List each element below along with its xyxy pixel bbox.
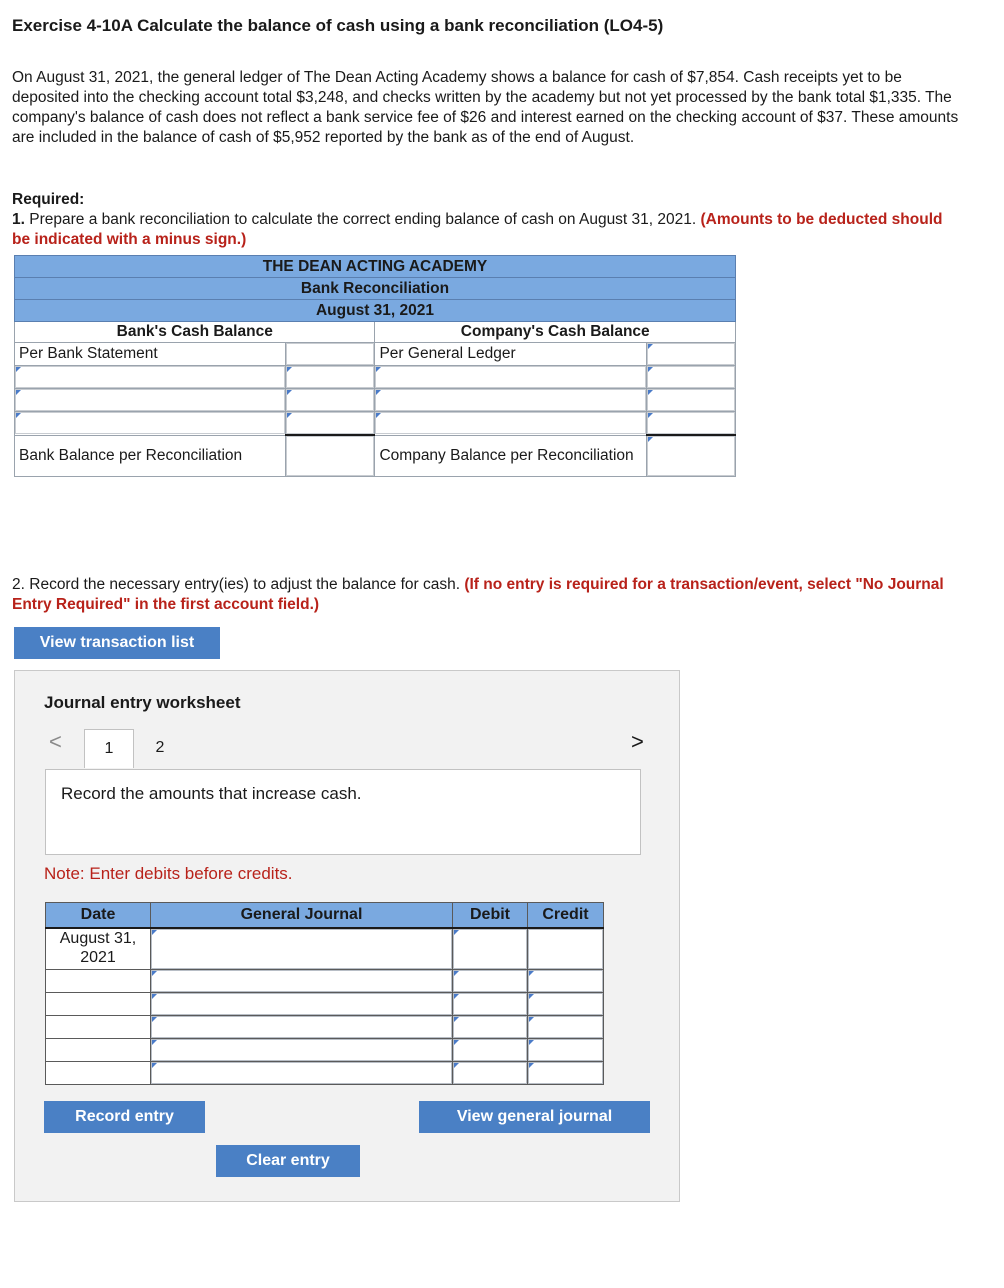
journal-debit-input[interactable] bbox=[453, 1039, 528, 1062]
part1-number: 1. bbox=[12, 211, 25, 228]
part2-number: 2. bbox=[12, 576, 25, 593]
journal-account-input[interactable] bbox=[151, 970, 453, 993]
bank-adjustment-amount-3[interactable] bbox=[286, 412, 375, 436]
bank-adjustment-account-3[interactable] bbox=[15, 412, 286, 436]
journal-table bbox=[45, 902, 604, 1085]
journal-col-credit: Credit bbox=[528, 903, 604, 929]
journal-row bbox=[46, 928, 604, 970]
part2-text: Record the necessary entry(ies) to adjust the balance for cash. bbox=[29, 576, 461, 593]
journal-account-input[interactable] bbox=[151, 1062, 453, 1085]
required-label: Required: bbox=[12, 191, 85, 208]
journal-row bbox=[46, 1016, 604, 1039]
company-adjustment-account-2[interactable] bbox=[375, 389, 646, 412]
journal-debit-input[interactable] bbox=[453, 993, 528, 1016]
journal-credit-input[interactable] bbox=[528, 1039, 604, 1062]
bank-adjustment-amount-1[interactable] bbox=[286, 366, 375, 389]
journal-date-cell bbox=[46, 1062, 151, 1085]
view-transaction-list-button[interactable]: View transaction list bbox=[14, 627, 220, 659]
per-general-ledger-label: Per General Ledger bbox=[375, 343, 646, 366]
required-section bbox=[12, 190, 962, 250]
worksheet-page-2[interactable]: 2 bbox=[155, 739, 165, 756]
worksheet-page-1[interactable]: 1 bbox=[84, 729, 134, 768]
journal-debit-input[interactable] bbox=[453, 1016, 528, 1039]
chevron-left-icon[interactable]: < bbox=[49, 729, 62, 754]
journal-date-cell bbox=[46, 970, 151, 993]
per-general-ledger-amount[interactable] bbox=[646, 343, 735, 366]
bank-adjustment-amount-2[interactable] bbox=[286, 389, 375, 412]
chevron-right-icon[interactable]: > bbox=[631, 729, 644, 754]
company-balance-per-reconciliation-label: Company Balance per Reconciliation bbox=[375, 435, 646, 477]
part2-note: (If no entry is required for a transaction/event, select "No Journal Entry Required" in the first account field.) bbox=[12, 576, 944, 613]
company-adjustment-amount-2[interactable] bbox=[646, 389, 735, 412]
journal-credit-input[interactable] bbox=[528, 928, 604, 970]
company-balance-per-reconciliation-amount[interactable] bbox=[646, 435, 735, 477]
journal-date-cell bbox=[46, 1016, 151, 1039]
journal-credit-input[interactable] bbox=[528, 1016, 604, 1039]
bank-balance-header: Bank's Cash Balance bbox=[15, 322, 375, 343]
journal-row bbox=[46, 970, 604, 993]
per-bank-statement-label: Per Bank Statement bbox=[15, 343, 286, 366]
journal-account-input[interactable] bbox=[151, 993, 453, 1016]
journal-col-debit: Debit bbox=[453, 903, 528, 929]
journal-row bbox=[46, 1062, 604, 1085]
journal-date-cell: August 31, 2021 bbox=[46, 928, 151, 970]
bank-balance-per-reconciliation-amount[interactable] bbox=[286, 435, 375, 477]
journal-account-input[interactable] bbox=[151, 928, 453, 970]
journal-row bbox=[46, 1039, 604, 1062]
journal-entry-worksheet bbox=[14, 670, 680, 1202]
journal-credit-input[interactable] bbox=[528, 1062, 604, 1085]
recon-date: August 31, 2021 bbox=[15, 300, 736, 322]
journal-account-input[interactable] bbox=[151, 1016, 453, 1039]
journal-date-cell bbox=[46, 993, 151, 1016]
recon-statement-title: Bank Reconciliation bbox=[15, 278, 736, 300]
record-entry-button[interactable]: Record entry bbox=[44, 1101, 205, 1133]
company-balance-header: Company's Cash Balance bbox=[375, 322, 736, 343]
bank-adjustment-account-2[interactable] bbox=[15, 389, 286, 412]
journal-credit-input[interactable] bbox=[528, 993, 604, 1016]
journal-col-date: Date bbox=[46, 903, 151, 929]
worksheet-title: Journal entry worksheet bbox=[44, 693, 241, 712]
problem-text: On August 31, 2021, the general ledger of The Dean Acting Academy shows a balance for cash of $7,854. Cash receipts yet to be deposited into the checking account total $3,248, and checks written by the academy but not yet processed by the bank total $1,335. The company's balance of cash does not reflect a bank service fee of $26 and interest earned on the checking account of $37. These amounts are included in the balance of cash of $5,952 reported by the bank as of the end of August. bbox=[12, 69, 959, 146]
company-adjustment-amount-1[interactable] bbox=[646, 366, 735, 389]
company-adjustment-account-1[interactable] bbox=[375, 366, 646, 389]
recon-company-name: THE DEAN ACTING ACADEMY bbox=[15, 256, 736, 278]
part2-section bbox=[12, 575, 962, 615]
bank-balance-per-reconciliation-label: Bank Balance per Reconciliation bbox=[15, 435, 286, 477]
worksheet-instruction: Record the amounts that increase cash. bbox=[45, 769, 641, 855]
bank-reconciliation-table bbox=[14, 255, 736, 477]
journal-debit-input[interactable] bbox=[453, 1062, 528, 1085]
journal-date-cell bbox=[46, 1039, 151, 1062]
clear-entry-button[interactable]: Clear entry bbox=[216, 1145, 360, 1177]
part1-note: (Amounts to be deducted should be indicated with a minus sign.) bbox=[12, 211, 943, 248]
journal-credit-input[interactable] bbox=[528, 970, 604, 993]
debits-credits-note: Note: Enter debits before credits. bbox=[44, 864, 293, 883]
journal-debit-input[interactable] bbox=[453, 928, 528, 970]
bank-adjustment-account-1[interactable] bbox=[15, 366, 286, 389]
company-adjustment-amount-3[interactable] bbox=[646, 412, 735, 436]
exercise-title: Exercise 4-10A Calculate the balance of cash using a bank reconciliation (LO4-5) bbox=[12, 16, 664, 35]
journal-row bbox=[46, 993, 604, 1016]
company-adjustment-account-3[interactable] bbox=[375, 412, 646, 436]
per-bank-statement-amount[interactable] bbox=[286, 343, 375, 366]
view-general-journal-button[interactable]: View general journal bbox=[419, 1101, 650, 1133]
journal-debit-input[interactable] bbox=[453, 970, 528, 993]
journal-col-general-journal: General Journal bbox=[151, 903, 453, 929]
part1-text: Prepare a bank reconciliation to calculate the correct ending balance of cash on August 31, 2021. bbox=[29, 211, 697, 228]
journal-account-input[interactable] bbox=[151, 1039, 453, 1062]
